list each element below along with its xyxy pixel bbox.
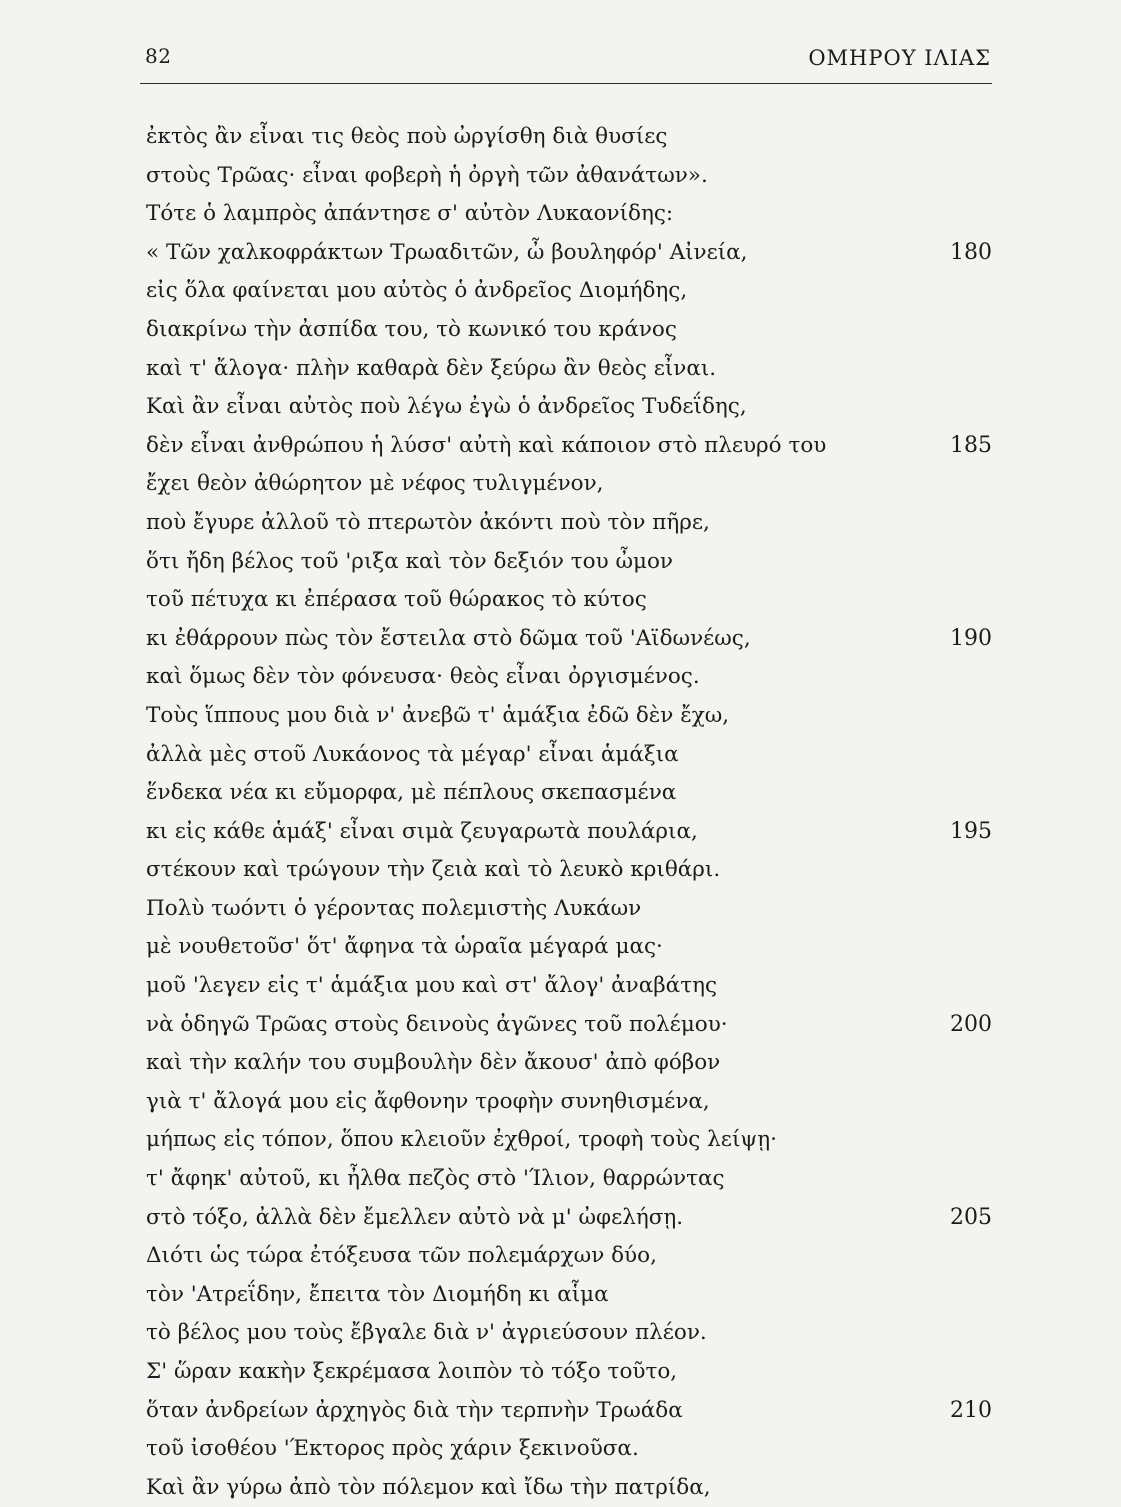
verse-text: καὶ ὅμως δὲν τὸν φόνευσα· θεὸς εἶναι ὀργισμένος.: [146, 664, 700, 690]
verse-line: [146, 543, 996, 582]
verse-text: ὅτι ἤδη βέλος τοῦ 'ριξα καὶ τὸν δεξιόν του ὦμον: [146, 548, 674, 574]
verse-text: τοῦ πέτυχα κι ἐπέρασα τοῦ θώρακος τὸ κύτος: [146, 587, 647, 613]
verse-text: ἔχει θεὸν ἀθώρητον μὲ νέφος τυλιγμένον,: [146, 471, 604, 497]
verse-text: τοῦ ἰσοθέου 'Έκτορος πρὸς χάριν ξεκινοῦσα.: [146, 1436, 639, 1462]
verse-text: στὸ τόξο, ἀλλὰ δὲν ἔμελλεν αὐτὸ νὰ μ' ὠφελήσῃ.: [146, 1204, 684, 1230]
verse-text: Σ' ὥραν κακὴν ξεκρέμασα λοιπὸν τὸ τόξο τοῦτο,: [146, 1359, 678, 1384]
verse-line: [146, 504, 996, 543]
verse-line: [146, 1160, 996, 1199]
verse-text: γιὰ τ' ἄλογά μου εἰς ἄφθονην τροφὴν συνηθισμένα,: [146, 1088, 710, 1114]
verse-line: [146, 1469, 996, 1507]
verse-text: μὲ νουθετοῦσ' ὅτ' ἄφηνα τὰ ὡραῖα μέγαρά μας·: [146, 934, 663, 960]
running-title: ΟΜΗΡΟΥ ΙΛΙΑΣ: [808, 46, 991, 70]
verse-line: [146, 774, 996, 813]
verse-text: Διότι ὡς τώρα ἐτόξευσα τῶν πολεμάρχων δύο,: [146, 1243, 657, 1269]
verse-text: στοὺς Τρῶας· εἶναι φοβερὴ ἡ ὀργὴ τῶν ἀθανάτων».: [146, 162, 708, 188]
verse-line: [146, 1430, 996, 1469]
verse-text: ποὺ ἔγυρε ἀλλοῦ τὸ πτερωτὸν ἀκόντι ποὺ τὸν πῆρε,: [146, 509, 710, 535]
verse-text: ἐκτὸς ἂν εἶναι τις θεὸς ποὺ ὠργίσθη διὰ θυσίες: [146, 124, 668, 149]
verse-text: τὸν 'Ατρεΐδην, ἔπειτα τὸν Διομήδη κι αἷμα: [146, 1281, 609, 1307]
verse-line: [146, 118, 996, 157]
verse-text: καὶ τ' ἄλογα· πλὴν καθαρὰ δὲν ξεύρω ἂν θεὸς εἶναι.: [146, 355, 717, 381]
verse-text: Πολὺ τωόντι ὁ γέροντας πολεμιστὴς Λυκάων: [146, 895, 642, 921]
verse-line: [146, 388, 996, 427]
verse-line: [146, 928, 996, 967]
verse-text: στέκουν καὶ τρώγουν τὴν ζειὰ καὶ τὸ λευκὸ κριθάρι.: [146, 857, 721, 883]
verse-line: [146, 967, 996, 1006]
verse-line: [146, 1276, 996, 1315]
verse-line: [146, 581, 996, 620]
verse-line: [146, 311, 996, 350]
verse-line: [146, 1314, 996, 1353]
verse-line: [146, 620, 996, 659]
poem-body: [146, 118, 996, 1507]
verse-line: [146, 234, 996, 273]
verse-text: εἰς ὅλα φαίνεται μου αὐτὸς ὁ ἀνδρεῖος Διομήδης,: [146, 278, 688, 304]
verse-text: ἀλλὰ μὲς στοῦ Λυκάονος τὰ μέγαρ' εἶναι ἁμάξια: [146, 741, 679, 767]
verse-line: [146, 1199, 996, 1238]
verse-line: [146, 1237, 996, 1276]
verse-text: κι ἐθάρρουν πὼς τὸν ἔστειλα στὸ δῶμα τοῦ 'Αϊδωνέως,: [146, 625, 751, 651]
verse-text: Τοὺς ἵππους μου διὰ ν' ἀνεβῶ τ' ἁμάξια ἐδῶ δὲν ἔχω,: [146, 702, 730, 728]
verse-line: [146, 890, 996, 929]
verse-line: [146, 697, 996, 736]
verse-text: ὅταν ἀνδρείων ἀρχηγὸς διὰ τὴν τερπνὴν Τρωάδα: [146, 1397, 683, 1423]
verse-text: Καὶ ἂν εἶναι αὐτὸς ποὺ λέγω ἐγὼ ὁ ἀνδρεῖος Τυδεΐδης,: [146, 394, 747, 420]
verse-line: [146, 427, 996, 466]
verse-line: [146, 1121, 996, 1160]
line-number: 180: [950, 239, 992, 265]
verse-line: [146, 1083, 996, 1122]
verse-line: [146, 465, 996, 504]
verse-text: Τότε ὁ λαμπρὸς ἀπάντησε σ' αὐτὸν Λυκαονίδης:: [146, 201, 674, 227]
verse-line: [146, 813, 996, 852]
page-number: 82: [145, 44, 172, 68]
verse-text: τ' ἄφηκ' αὐτοῦ, κι ἦλθα πεζὸς στὸ 'Ίλιον, θαρρώντας: [146, 1166, 725, 1192]
verse-text: διακρίνω τὴν ἀσπίδα του, τὸ κωνικό του κράνος: [146, 316, 677, 342]
header-rule: [140, 83, 992, 84]
verse-text: ἕνδεκα νέα κι εὔμορφα, μὲ πέπλους σκεπασμένα: [146, 780, 677, 806]
verse-text: Καὶ ἂν γύρω ἀπὸ τὸν πόλεμον καὶ ἴδω τὴν πατρίδα,: [146, 1474, 711, 1500]
verse-line: [146, 658, 996, 697]
verse-text: δὲν εἶναι ἀνθρώπου ἡ λύσσ' αὐτὴ καὶ κάποιον στὸ πλευρό του: [146, 432, 827, 458]
verse-line: [146, 272, 996, 311]
verse-text: τὸ βέλος μου τοὺς ἔβγαλε διὰ ν' ἀγριεύσουν πλέον.: [146, 1320, 707, 1346]
verse-text: « Τῶν χαλκοφράκτων Τρωαδιτῶν, ὦ βουληφόρ' Αἰνεία,: [146, 239, 748, 265]
line-number: 205: [950, 1204, 992, 1230]
verse-text: μήπως εἰς τόπον, ὅπου κλειοῦν ἐχθροί, τροφὴ τοὺς λείψῃ·: [146, 1127, 777, 1153]
line-number: 210: [950, 1397, 992, 1423]
verse-text: καὶ τὴν καλήν του συμβουλὴν δὲν ἄκουσ' ἀπὸ φόβον: [146, 1050, 721, 1076]
verse-line: [146, 1044, 996, 1083]
verse-text: κι εἰς κάθε ἁμάξ' εἶναι σιμὰ ζευγαρωτὰ πουλάρια,: [146, 818, 698, 844]
verse-text: μοῦ 'λεγεν εἰς τ' ἁμάξια μου καὶ στ' ἄλογ' ἀναβάτης: [146, 973, 718, 999]
line-number: 200: [950, 1011, 992, 1037]
verse-line: [146, 1392, 996, 1431]
verse-text: νὰ ὁδηγῶ Τρῶας στοὺς δεινοὺς ἀγῶνες τοῦ πολέμου·: [146, 1011, 728, 1037]
verse-line: [146, 350, 996, 389]
verse-line: [146, 736, 996, 775]
verse-line: [146, 851, 996, 890]
line-number: 190: [950, 625, 992, 651]
verse-line: [146, 1353, 996, 1392]
verse-line: [146, 195, 996, 234]
verse-line: [146, 1006, 996, 1045]
line-number: 195: [950, 818, 992, 844]
verse-line: [146, 157, 996, 196]
line-number: 185: [950, 432, 992, 458]
